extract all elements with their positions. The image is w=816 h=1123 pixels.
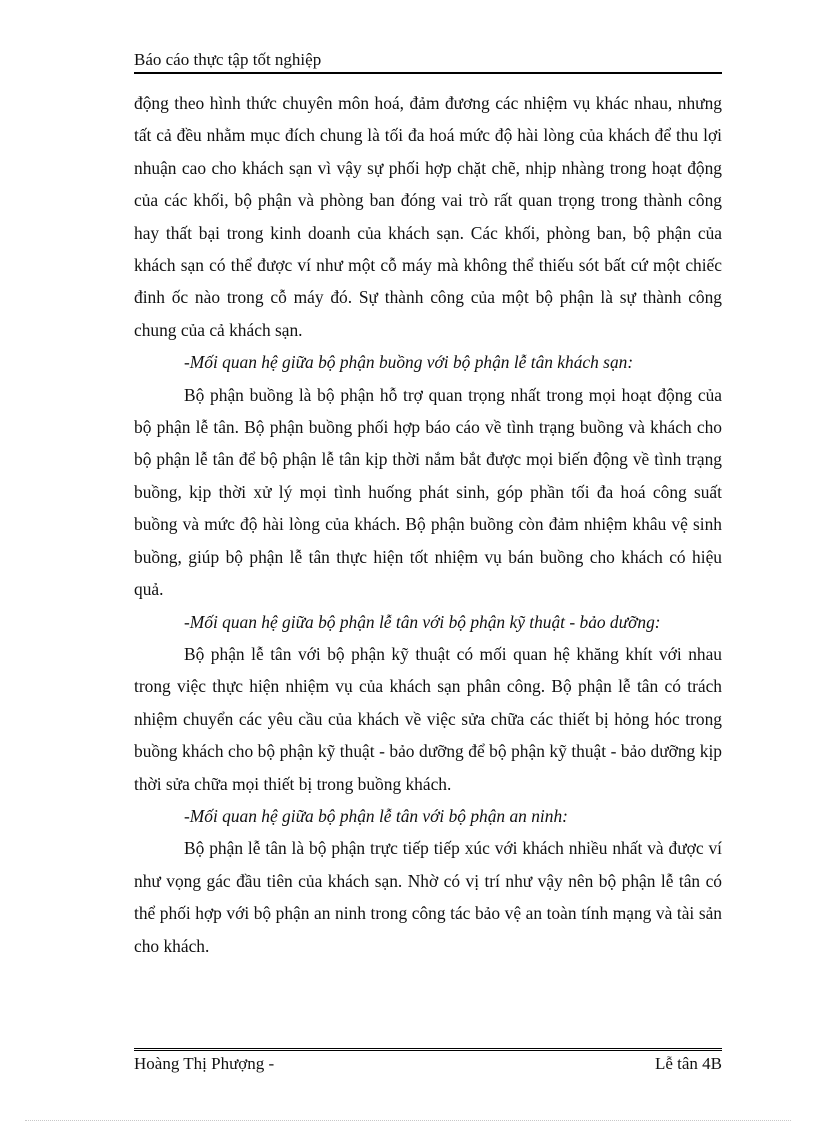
- footer-author: Hoàng Thị Phượng -: [134, 1054, 275, 1073]
- subheading-frontdesk-engineering: -Mối quan hệ giữa bộ phận lễ tân với bộ phận kỹ thuật - bảo dưỡng:: [184, 611, 661, 632]
- subheading-frontdesk-security: -Mối quan hệ giữa bộ phận lễ tân với bộ phận an ninh:: [184, 805, 568, 826]
- paragraph-housekeeping: Bộ phận buồng là bộ phận hỗ trợ quan trọng nhất trong mọi hoạt động của bộ phận lễ tân. Bộ phận buồng phối hợp báo cáo về tình trạng buồng và khách cho bộ phận lễ tân để bộ phận lễ tân kịp thời nắm bắt được mọi biến động về tình trạng buồng, kịp thời xử lý mọi tình huống phát sinh, góp phần tối đa hoá công suất buồng và mức độ hài lòng của khách. Bộ phận buồng còn đảm nhiệm khâu vệ sinh buồng, giúp bộ phận lễ tân thực hiện tốt nhiệm vụ bán buồng cho khách có hiệu quả.: [134, 384, 722, 600]
- page-boundary-divider: [25, 1120, 791, 1121]
- header-title: Báo cáo thực tập tốt nghiệp: [134, 50, 322, 69]
- paragraph-continuation: động theo hình thức chuyên môn hoá, đảm đương các nhiệm vụ khác nhau, nhưng tất cả đều nhằm mục đích chung là tối đa hoá mức độ hài lòng của khách để thu lợi nhuận cao cho khách sạn vì vậy sự phối hợp chặt chẽ, nhịp nhàng trong hoạt động của các khối, bộ phận và phòng ban đóng vai trò rất quan trọng trong thành công hay thất bại trong kinh doanh của khách sạn. Các khối, phòng ban, bộ phận của khách sạn có thể được ví như một cỗ máy mà không thể thiếu sót bất cứ một chiếc đinh ốc nào trong cỗ máy đó. Sự thành công của một bộ phận là sự thành công chung của cả khách sạn.: [134, 93, 722, 340]
- paragraph-engineering: Bộ phận lễ tân với bộ phận kỹ thuật có mối quan hệ khăng khít với nhau trong việc thực hiện nhiệm vụ của khách sạn phân công. Bộ phận lễ tân có trách nhiệm chuyển các yêu cầu của khách về việc sửa chữa các thiết bị hỏng hóc trong buồng khách cho bộ phận kỹ thuật - bảo dưỡng để bộ phận kỹ thuật - bảo dưỡng kịp thời sửa chữa mọi thiết bị trong buồng khách.: [134, 643, 722, 794]
- subheading-housekeeping-frontdesk: -Mối quan hệ giữa bộ phận buồng với bộ phận lễ tân khách sạn:: [184, 352, 634, 373]
- paragraph-security: Bộ phận lễ tân là bộ phận trực tiếp tiếp xúc với khách nhiều nhất và được ví như vọng gác đầu tiên của khách sạn. Nhờ có vị trí như vậy nên bộ phận lễ tân có thể phối hợp với bộ phận an ninh trong công tác bảo vệ an toàn tính mạng và tài sản cho khách.: [134, 838, 722, 956]
- page-footer: [134, 1048, 722, 1075]
- footer-class: Lễ tân 4B: [654, 1054, 722, 1073]
- page-header: [134, 50, 722, 74]
- document-body: [134, 87, 722, 962]
